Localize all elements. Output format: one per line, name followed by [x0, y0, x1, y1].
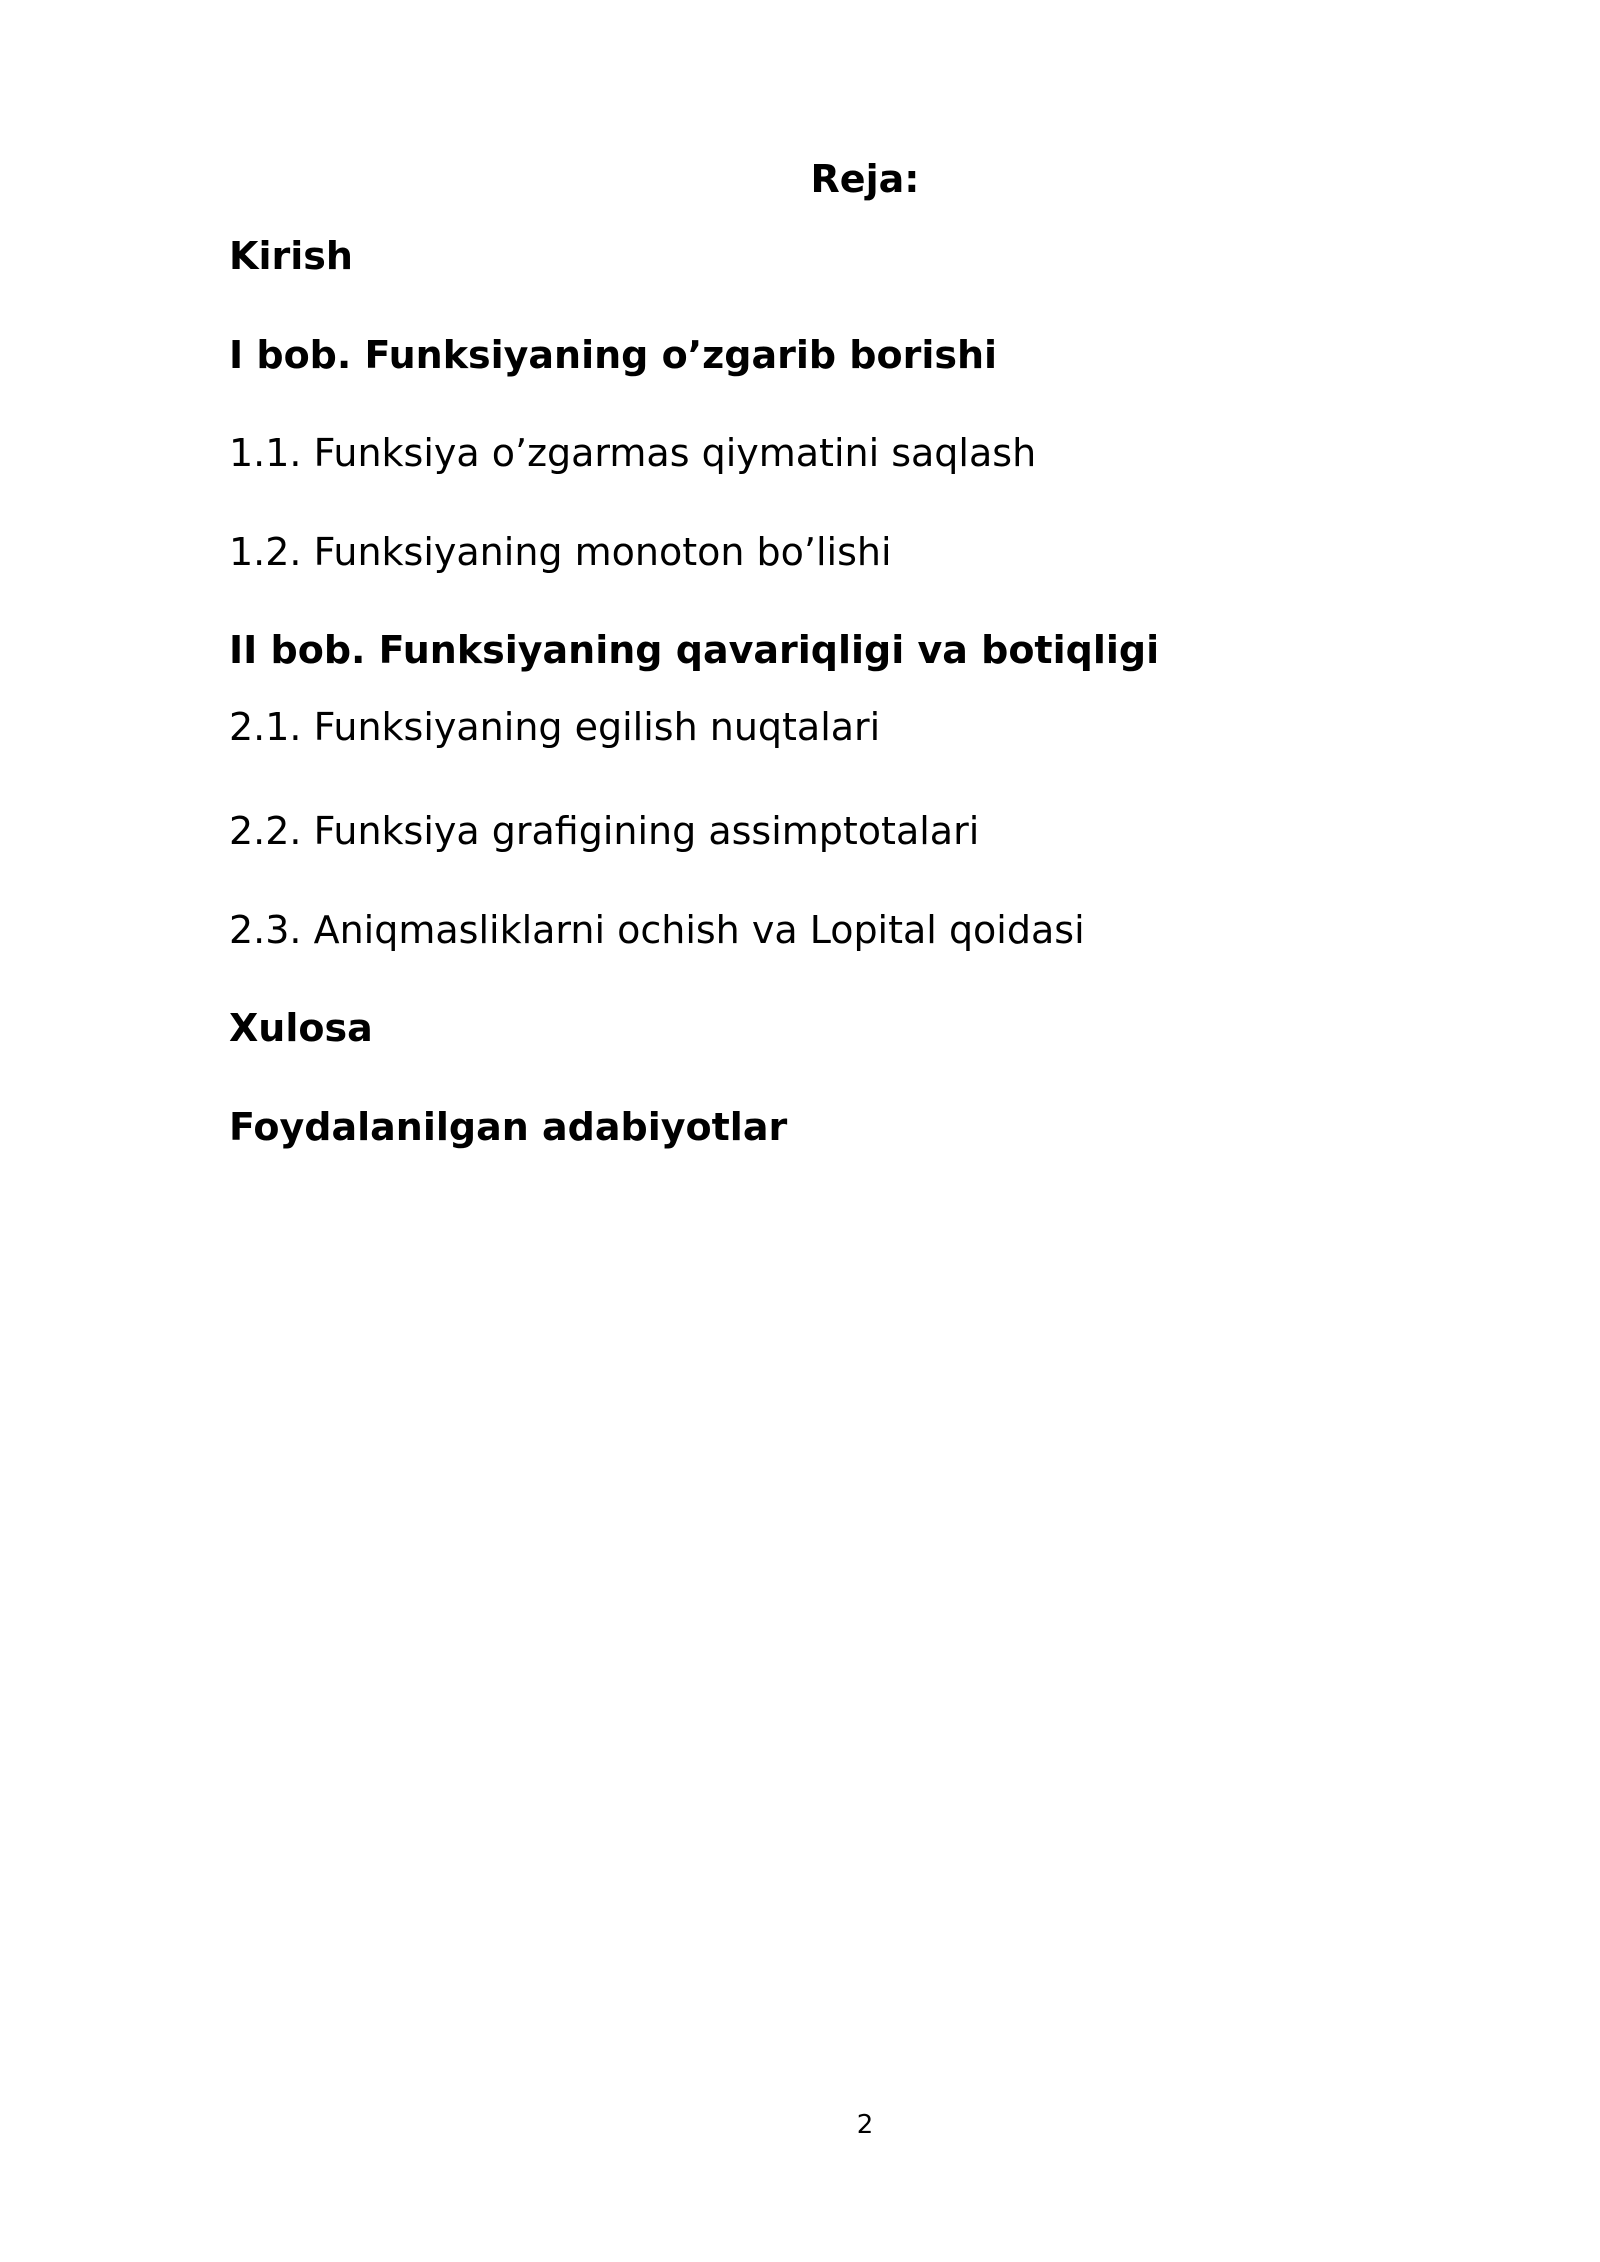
- toc-item-chapter-1: I bob. Funksiyaning o’zgarib borishi: [229, 333, 998, 377]
- toc-item-section-2-3: 2.3. Aniqmasliklarni ochish va Lopital qoidasi: [229, 908, 1085, 952]
- page-title: Reja:: [810, 157, 920, 201]
- page-number: 2: [856, 2110, 874, 2140]
- toc-item-conclusion: Xulosa: [229, 1006, 373, 1050]
- toc-item-intro: Kirish: [229, 234, 353, 278]
- toc-item-section-1-1: 1.1. Funksiya o’zgarmas qiymatini saqlash: [229, 431, 1037, 475]
- toc-item-section-2-1: 2.1. Funksiyaning egilish nuqtalari: [229, 705, 881, 749]
- toc-item-references: Foydalanilgan adabiyotlar: [229, 1105, 788, 1149]
- toc-item-section-2-2: 2.2. Funksiya grafigining assimptotalari: [229, 809, 980, 853]
- toc-item-chapter-2: II bob. Funksiyaning qavariqligi va botiqligi: [229, 628, 1160, 672]
- toc-item-section-1-2: 1.2. Funksiyaning monoton bo’lishi: [229, 530, 892, 574]
